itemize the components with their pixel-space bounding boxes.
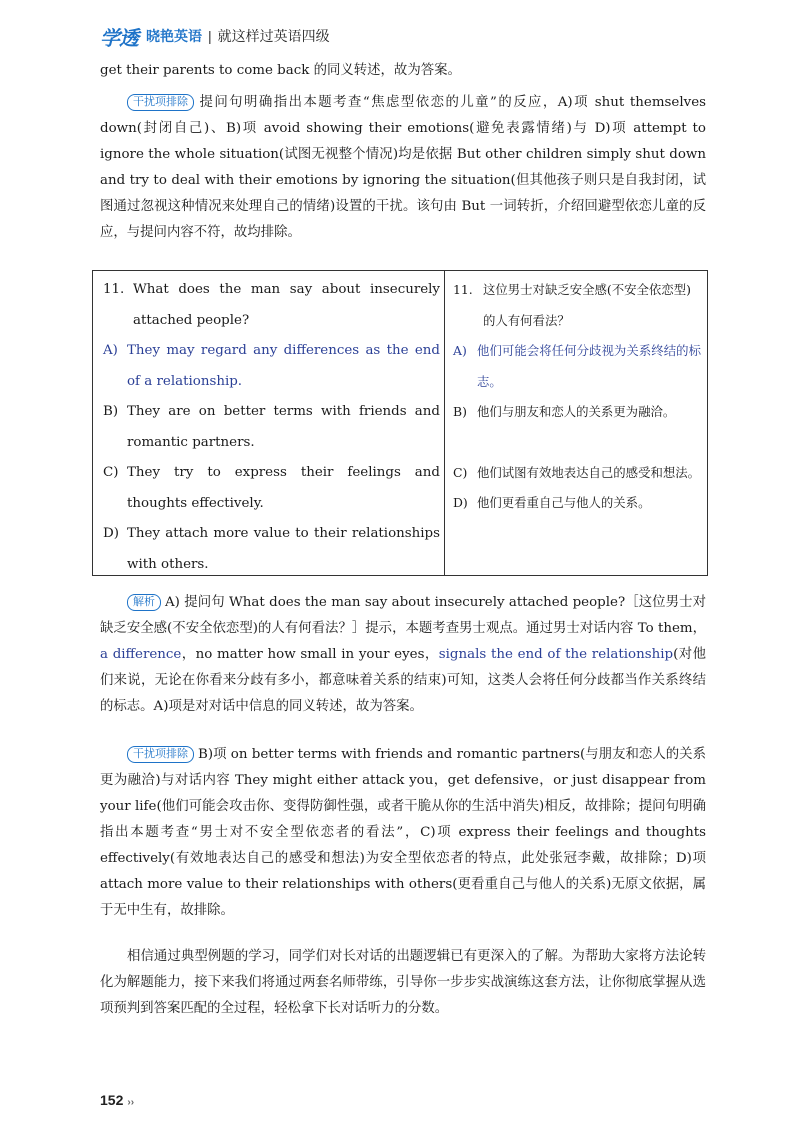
option-label: B) [103, 404, 119, 419]
option-d-zh [453, 488, 701, 519]
analysis-paragraph [100, 590, 706, 720]
closing-paragraph [100, 944, 706, 1022]
analysis-highlight-1: a difference [100, 647, 182, 662]
analysis-highlight-2: signals the end of the relationship [438, 647, 674, 662]
question-stem-text: 这位男士对缺乏安全感(不安全依恋型)的人有何看法？ [483, 282, 691, 328]
option-text: 他们试图有效地表达自己的感受和想法。 [477, 464, 701, 480]
option-c-en [103, 458, 440, 519]
series-title: 就这样过英语四级 [217, 28, 330, 44]
question-number: 11. [453, 282, 473, 297]
question-number: 11. [103, 282, 125, 297]
option-text: They try to express their feelings and thoughts effectively. [127, 465, 440, 511]
question-table [92, 270, 708, 576]
analysis-tag: 解析 [127, 594, 161, 611]
question-english-column [93, 271, 445, 575]
option-text: They may regard any differences as the end of a relationship. [127, 343, 440, 389]
distractor-paragraph-2 [100, 742, 706, 924]
distractor-paragraph-1 [100, 90, 706, 246]
option-b-en [103, 397, 440, 458]
option-label: A) [103, 343, 118, 358]
option-c-zh [453, 458, 701, 489]
page-header [100, 24, 330, 48]
option-text: 他们可能会将任何分歧视为关系终结的标志。 [477, 343, 701, 389]
page-number [100, 1092, 134, 1108]
question-stem-text: What does the man say about insecurely attached people? [133, 282, 440, 328]
option-label: D) [103, 526, 119, 541]
option-label: C) [453, 464, 468, 480]
intro-line-text: get their parents to come back 的同义转述，故为答案。 [100, 63, 461, 78]
question-stem-en [103, 275, 440, 336]
question-stem-zh [453, 275, 701, 336]
option-text: They are on better terms with friends and romantic partners. [127, 404, 440, 450]
option-label: A) [453, 343, 467, 358]
closing-text: 相信通过典型例题的学习，同学们对长对话的出题逻辑已有更深入的了解。为帮助大家将方法论转化为解题能力，接下来我们将通过两套名师带练，引导你一步步实战演练这套方法，让你彻底掌握从选项预判到答案匹配的全过程，轻松拿下长对话听力的分数。 [100, 949, 706, 1016]
page-arrows: ›› [127, 1097, 135, 1108]
option-text: 他们与朋友和恋人的关系更为融洽。 [477, 404, 676, 419]
analysis-text-3: (对他们来说，无论在你看来分歧有多小，都意味着关系的结束)可知，这类人会将任何分歧都当作关系终结的标志。A)项是对对话中信息的同义转述，故为答案。 [100, 647, 707, 714]
brand-name: 晓艳英语 [146, 28, 202, 44]
distractor-tag: 干扰项排除 [127, 746, 194, 763]
page-number-text: 152 [100, 1092, 124, 1108]
option-a-zh [453, 336, 701, 397]
option-label: B) [453, 404, 467, 419]
analysis-text-1: 提问句 What does the man say about insecurely attached people?［这位男士对缺乏安全感(不安全依恋型)的人有何看法？］提示，本题考查男士观点。通过男士对话内容 To them， [100, 595, 706, 636]
analysis-answer: A) [165, 595, 180, 610]
analysis-text-2: ，no matter how small in your eyes， [181, 647, 439, 662]
distractor-tag: 干扰项排除 [127, 94, 194, 111]
option-a-en [103, 336, 440, 397]
distractor-text: B)项 on better terms with friends and romantic partners(与朋友和恋人的关系更为融洽)与对话内容 They might either attack you，get defensive，or just disappear from your life(他们可能会攻击你、变得防御性强，或者干脆从你的生活中消失)相反，故排除；提问句明确指出本题考查“男士对不安全型依恋者的看法”，C)项 express their feelings and thoughts effectively(有效地表达自己的感受和想法)为安全型依恋者的特点，此处张冠李戴，故排除；D)项 attach more value to their relationships with others(更看重自己与他人的关系)无原文依据，属于无中生有，故排除。 [100, 747, 706, 918]
question-chinese-column [445, 271, 707, 575]
distractor-text: 提问句明确指出本题考查“焦虑型依恋的儿童”的反应，A)项 shut themselves down(封闭自己)、B)项 avoid showing their emotions(避免表露情绪)与 D)项 attempt to ignore the whole situation(试图无视整个情况)均是依据 But other children simply shut down and try to deal with their emotions by ignoring the situation(但其他孩子则只是自我封闭，试图通过忽视这种情况来处理自己的情绪)设置的干扰。该句由 But 一词转折，介绍回避型依恋儿童的反应，与提问内容不符，故均排除。 [100, 95, 706, 240]
intro-line [100, 58, 706, 84]
option-text: They attach more value to their relationships with others. [127, 526, 440, 572]
option-text: 他们更看重自己与他人的关系。 [477, 495, 651, 510]
header-separator: | [208, 28, 212, 44]
option-b-zh [453, 397, 701, 428]
option-label: D) [453, 495, 468, 510]
option-label: C) [103, 465, 119, 480]
brand-logo: 学透 [100, 27, 138, 50]
option-d-en [103, 519, 440, 580]
